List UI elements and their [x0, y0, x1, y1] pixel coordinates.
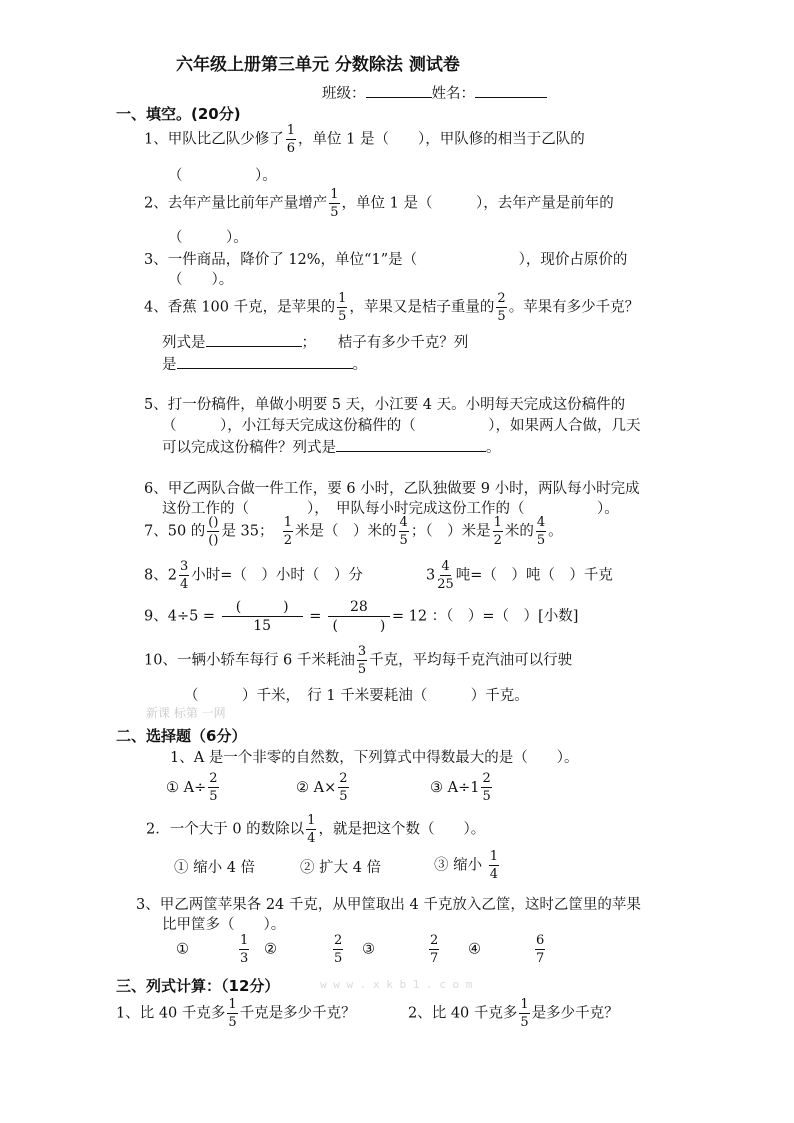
choice-3-option-4[interactable]: ④ $\frac{6}{7}$ [468, 933, 545, 966]
choice-3-option-1[interactable]: ① $\frac{1}{3}$ [176, 933, 249, 966]
fraction: $\frac{1}{5}$ [228, 997, 237, 1030]
question-3: 3、一件商品，降价了 12%，单位“1”是（ ），现价占原价的 [144, 252, 628, 268]
student-info [322, 82, 547, 103]
choice-2-option-1[interactable]: ① 缩小 4 倍 [174, 860, 256, 876]
fraction: $\frac{1}{5}$ [520, 997, 529, 1030]
fraction: $\frac{2}{5}$ [209, 771, 218, 804]
choice-3-option-2[interactable]: ② $\frac{2}{5}$ [264, 933, 343, 966]
fraction: $\frac{4}{5}$ [399, 515, 408, 548]
question-5-line3: 可以完成这份稿件？列式是 。 [162, 440, 501, 456]
option-1[interactable]: ① A÷ $\frac{2}{5}$ [166, 771, 218, 804]
fraction: $\frac{1}{2}$ [493, 515, 502, 548]
question-2: 2、去年产量比前年产量增产 $\frac{1}{5}$ ，单位 1 是（ ），去年产量是前年的 [144, 187, 614, 220]
fraction: $\frac{1}{2}$ [283, 515, 293, 548]
calc-2: 2、比 40 千克多 $\frac{1}{5}$ 是多少千克？ [408, 997, 619, 1030]
fraction: $\frac{4}{25}$ [437, 559, 454, 592]
question-7: 7、50 的 $\frac{()}{()}$ 是 35； $\frac{1}{2}$ 米是（ ）米的 $\frac{4}{5}$ ；（ ）米是 $\frac{1}{2}$ 米的 $\frac{4}{5}$ 。 [144, 515, 563, 548]
class-label: 班级： [322, 86, 366, 102]
question-5-line2: （ ），小江每天完成这份稿件的（ ），如果两人合做，几天 [162, 418, 641, 434]
section-1-heading: 一、填空。(20分) [116, 105, 241, 123]
fraction: $\frac{4}{5}$ [536, 515, 546, 548]
choice-2-option-3[interactable]: ③ 缩小 $\frac{1}{4}$ [434, 849, 498, 882]
option-2[interactable]: ② A× $\frac{2}{5}$ [296, 771, 348, 804]
class-blank[interactable] [366, 85, 432, 98]
fraction: $\frac{( )}{15}$ [222, 600, 303, 633]
fraction: $\frac{2}{5}$ [339, 771, 348, 804]
choice-1: 1、A 是一个非零的自然数，下列算式中得数最大的是（ ）。 [170, 750, 579, 766]
choice-3: 3、甲乙两筐苹果各 24 千克，从甲筐取出 4 千克放入乙筐，这时乙筐里的苹果 [136, 897, 641, 913]
fraction: $\frac{3}{5}$ [357, 644, 367, 677]
fraction: $\frac{1}{5}$ [330, 187, 339, 220]
fraction: $\frac{1}{6}$ [286, 123, 296, 156]
question-5: 5、打一份稿件，单做小明要 5 天，小江要 4 天。小明每天完成这份稿件的 [144, 397, 626, 413]
question-4-line3: 是 。 [162, 357, 367, 373]
choice-3-option-3[interactable]: ③ $\frac{2}{7}$ [362, 933, 439, 966]
fraction: $\frac{()}{()}$ [208, 515, 219, 548]
calc-1: 1、比 40 千克多 $\frac{1}{5}$ 千克是多少千克？ [116, 997, 356, 1030]
fraction: $\frac{28}{( )}$ [328, 600, 390, 633]
option-3[interactable]: ③ A÷1 $\frac{2}{5}$ [430, 771, 491, 804]
question-10-line2: （ ）千米， 行 1 千米要耗油（ ）千克。 [184, 688, 529, 704]
fraction: $\frac{6}{7}$ [536, 933, 545, 966]
fraction: $\frac{2}{5}$ [497, 291, 506, 324]
watermark: w w w . x k b 1 . c o m [320, 978, 473, 991]
answer-blank[interactable] [177, 356, 353, 369]
question-8: 8、2 $\frac{3}{4}$ 小时=（ ）小时（ ）分 [144, 559, 363, 592]
fraction: $\frac{2}{5}$ [334, 933, 343, 966]
name-blank[interactable] [475, 85, 547, 98]
fraction: $\frac{1}{4}$ [307, 813, 316, 846]
choice-3-line2: 比甲筐多（ ）。 [162, 917, 286, 933]
question-3-line2: （ ）。 [168, 272, 234, 288]
section-2-heading: 二、选择题（6分） [116, 727, 247, 745]
choice-2-option-2[interactable]: ② 扩大 4 倍 [300, 860, 382, 876]
question-10: 10、一辆小轿车每行 6 千米耗油 $\frac{3}{5}$ 千克，平均每千克汽油可以行驶 [144, 644, 573, 677]
page-title: 六年级上册第三单元 分数除法 测试卷 [176, 55, 460, 75]
section-3-heading: 三、列式计算：（12分） [116, 977, 280, 995]
question-1-line2: （ ）。 [168, 168, 277, 184]
answer-blank[interactable] [336, 439, 486, 452]
question-2-line2: （ ）。 [168, 230, 248, 246]
question-9: 9、4÷5 = $\frac{( )}{15}$ = $\frac{28}{( )}$ = 12 ：（ ）=（ ）[小数] [144, 599, 579, 634]
choice-1-options [166, 772, 221, 803]
fraction: $\frac{2}{7}$ [430, 933, 439, 966]
choice-2: 2．一个大于 0 的数除以 $\frac{1}{4}$ ，就是把这个数（ ）。 [146, 813, 486, 846]
question-6: 6、甲乙两队合做一件工作，要 6 小时，乙队独做要 9 小时，两队每小时完成 [144, 481, 640, 497]
question-4-line2: 列式是 ； 桔子有多少千克？列 [162, 335, 469, 351]
answer-blank[interactable] [206, 334, 302, 347]
fraction: $\frac{3}{4}$ [179, 559, 189, 592]
fraction: $\frac{1}{3}$ [240, 933, 249, 966]
fraction: $\frac{1}{5}$ [338, 291, 347, 324]
question-8-part2: 3 $\frac{4}{25}$ 吨=（ ）吨（ ）千克 [426, 559, 613, 592]
name-label: 姓名： [431, 86, 475, 102]
fraction: $\frac{2}{5}$ [482, 771, 491, 804]
fraction: $\frac{1}{4}$ [489, 849, 498, 882]
question-4: 4、香蕉 100 千克，是苹果的 $\frac{1}{5}$ ，苹果又是桔子重量的 $\frac{2}{5}$ 。苹果有多少千克？ [144, 291, 640, 324]
question-1: 1、甲队比乙队少修了 $\frac{1}{6}$ ，单位 1 是（ ），甲队修的相当于乙队的 [144, 123, 585, 156]
question-6-line2: 这份工作的（ ）， 甲队每小时完成这份工作的（ ）。 [162, 501, 619, 517]
watermark: 新课 标第 一网 [146, 706, 226, 720]
